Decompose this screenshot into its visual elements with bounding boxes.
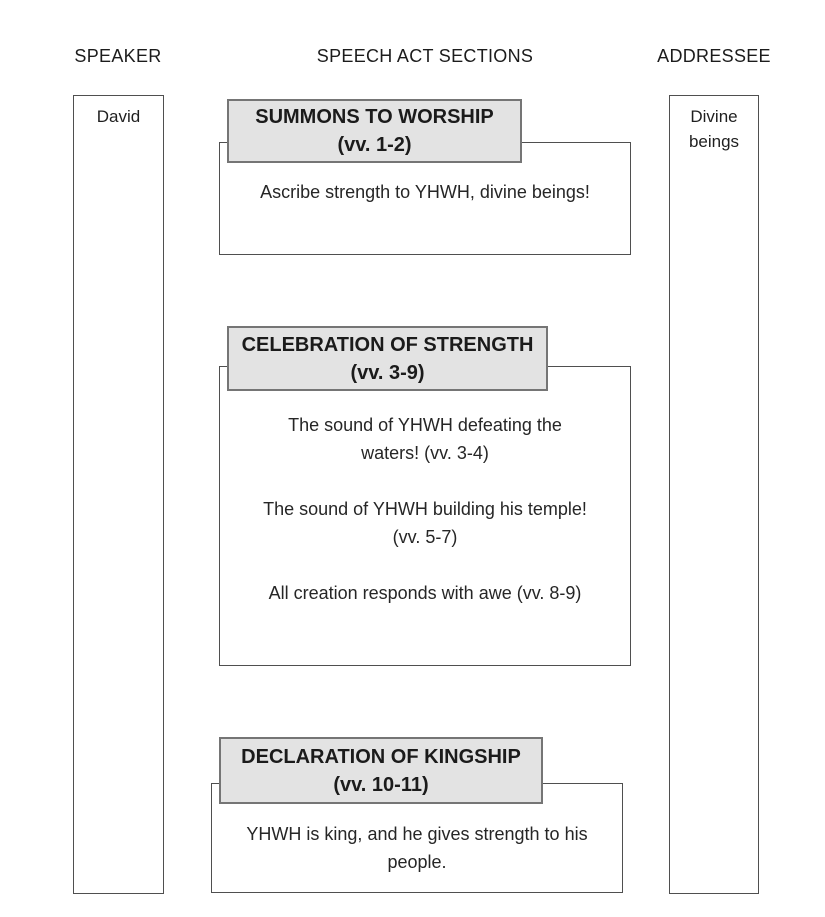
section-verses: (vv. 10-11) bbox=[333, 773, 429, 796]
content-line: All creation responds with awe (vv. 8-9) bbox=[268, 583, 582, 603]
column-header-addressee: ADDRESSEE bbox=[657, 46, 771, 66]
content-line: (vv. 5-7) bbox=[392, 527, 458, 547]
section-title: SUMMONS TO WORSHIP bbox=[255, 106, 494, 128]
section-content-item bbox=[230, 411, 620, 467]
section-content-item bbox=[230, 495, 620, 551]
section-content-item bbox=[230, 178, 620, 206]
section-verses: (vv. 1-2) bbox=[337, 134, 412, 156]
content-line: people. bbox=[387, 852, 447, 872]
column-header-speaker: SPEAKER bbox=[74, 46, 162, 66]
section-content-item bbox=[222, 820, 612, 876]
section-header-summons-to-worship bbox=[227, 99, 522, 163]
column-header-speech-act-sections: SPEECH ACT SECTIONS bbox=[316, 46, 534, 66]
content-line: The sound of YHWH building his temple! bbox=[263, 499, 587, 519]
section-title: DECLARATION OF KINGSHIP bbox=[241, 745, 521, 768]
content-line: waters! (vv. 3-4) bbox=[361, 443, 489, 463]
section-content-item bbox=[230, 579, 620, 607]
content-line: YHWH is king, and he gives strength to his bbox=[246, 824, 588, 844]
section-title: CELEBRATION OF STRENGTH bbox=[241, 333, 534, 356]
section-header-celebration-of-strength bbox=[227, 326, 548, 391]
section-header-declaration-of-kingship bbox=[219, 737, 543, 804]
section-body-celebration-of-strength bbox=[219, 366, 631, 666]
speaker-column bbox=[73, 95, 164, 894]
speaker-name: David bbox=[96, 107, 141, 126]
section-verses: (vv. 3-9) bbox=[350, 361, 425, 384]
addressee-column bbox=[669, 95, 759, 894]
addressee-name: Divine beings bbox=[688, 107, 740, 151]
content-line: Ascribe strength to YHWH, divine beings! bbox=[260, 182, 590, 202]
content-line: The sound of YHWH defeating the bbox=[288, 415, 562, 435]
